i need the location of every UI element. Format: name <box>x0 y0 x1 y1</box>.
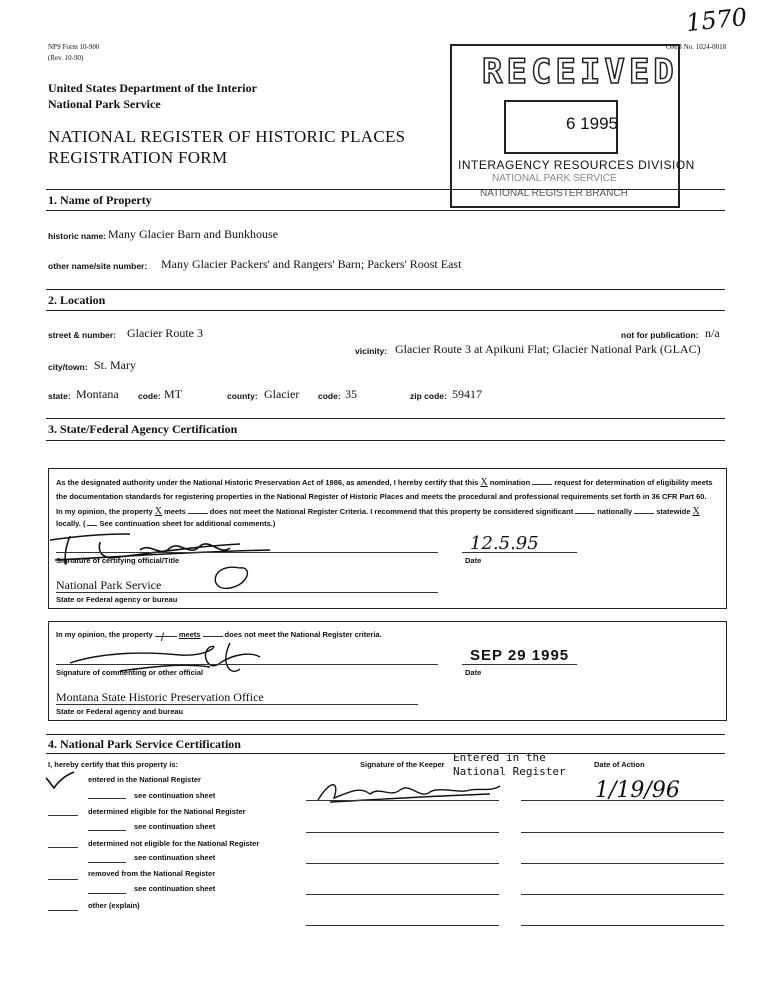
state-label: state: <box>48 391 71 401</box>
item-eligible-label: determined eligible for the National Register <box>88 807 246 816</box>
item-removed-blank <box>48 879 78 880</box>
county-code-value: 35 <box>345 387 357 401</box>
state-code-label: code: <box>138 391 161 401</box>
nfp-label: not for publication: <box>621 330 699 340</box>
action-date-value: 1/19/96 <box>595 778 680 803</box>
action-date-label: Date of Action <box>594 760 645 769</box>
cert-date-value: 12.5.95 <box>470 533 539 554</box>
cert-agency-label: State or Federal agency or bureau <box>56 595 178 604</box>
cert-date-line <box>462 552 577 553</box>
cert-locally-check: X <box>692 506 700 517</box>
zip-value: 59417 <box>452 387 482 401</box>
omb-number: OMB No. 1024-0018 <box>666 43 727 51</box>
street-label: street & number: <box>48 330 117 340</box>
street-value: Glacier Route 3 <box>127 326 203 340</box>
county-code-label: code: <box>318 391 341 401</box>
item-entered-label: entered in the National Register <box>88 775 201 784</box>
cert-line3: In my opinion, the property X meets does not meet the National Register Criteria. I recommend that this property be considered significant nationally statewide X <box>56 506 700 517</box>
section3-heading: 3. State/Federal Agency Certification <box>48 422 238 436</box>
department: United States Department of the Interior <box>48 81 257 95</box>
opinion-signature-label: Signature of commenting or other official <box>56 668 204 677</box>
opinion-date-label: Date <box>465 668 482 677</box>
section1-rule <box>46 189 725 190</box>
other-name-label: other name/site number: <box>48 261 148 271</box>
historic-name-label: historic name: <box>48 231 107 241</box>
corner-number: 1570 <box>684 2 749 38</box>
cert-agency-line <box>56 592 438 593</box>
item-eligible-blank <box>48 815 78 816</box>
item-removed-sub: see continuation sheet <box>134 884 216 893</box>
form-number: NPS Form 10-900 <box>48 43 100 51</box>
date-line-5 <box>521 925 724 926</box>
form-title-line2: REGISTRATION FORM <box>48 148 228 167</box>
keeper-line-3 <box>306 863 499 864</box>
item-other-blank <box>48 910 78 911</box>
cert-signature-line <box>56 552 438 553</box>
section3-rule <box>46 418 725 419</box>
vicinity-value: Glacier Route 3 at Apikuni Flat; Glacier National Park (GLAC) <box>395 342 701 356</box>
opinion-agency-value: Montana State Historic Preservation Office <box>56 690 264 704</box>
item-not-eligible-label: determined not eligible for the National Register <box>88 839 260 848</box>
stamp-received-text: RECEIVED <box>482 52 678 92</box>
keeper-label: Signature of the Keeper <box>360 760 445 769</box>
entered-stamp-line1: Entered in the <box>453 751 546 764</box>
section2-rule <box>46 289 725 290</box>
date-line-4 <box>521 894 724 895</box>
keeper-line-5 <box>306 925 499 926</box>
zip-label: zip code: <box>410 391 447 401</box>
keeper-line-2 <box>306 832 499 833</box>
date-line-3 <box>521 863 724 864</box>
opinion-agency-label: State or Federal agency and bureau <box>56 707 184 716</box>
cert-agency-value: National Park Service <box>56 578 162 592</box>
cert-line2: the documentation standards for registering properties in the National Register of Historic Places and meets the procedural and professional requirements set forth in 36 CFR Part 60. <box>56 492 707 501</box>
form-title-line1: NATIONAL REGISTER OF HISTORIC PLACES <box>48 127 406 146</box>
section2-rule-bottom <box>46 310 725 311</box>
item-entered-sub: see continuation sheet <box>134 791 216 800</box>
other-name-value: Many Glacier Packers' and Rangers' Barn; Packers' Roost East <box>161 257 462 271</box>
state-value: Montana <box>76 387 119 401</box>
opinion-line1: In my opinion, the property / meets does not meet the National Register criteria. <box>56 630 382 644</box>
cert-meets-check: X <box>154 506 162 517</box>
section3-rule-bottom <box>46 440 725 441</box>
keeper-line-4 <box>306 894 499 895</box>
form-revision: (Rev. 10-90) <box>48 54 84 62</box>
section1-rule-bottom <box>46 210 725 211</box>
section1-heading: 1. Name of Property <box>48 193 152 207</box>
section2-heading: 2. Location <box>48 293 106 307</box>
item-removed-label: removed from the National Register <box>88 869 216 878</box>
item-removed-sub-blank <box>88 893 126 894</box>
section4-rule-bottom <box>46 753 725 754</box>
entered-stamp-line2: National Register <box>453 765 566 778</box>
stamp-division: INTERAGENCY RESOURCES DIVISION <box>458 158 695 172</box>
item-not-eligible-sub-blank <box>88 862 126 863</box>
opinion-signature-line <box>56 664 438 665</box>
cert-nomination-check: X <box>480 477 488 488</box>
cert-date-label: Date <box>465 556 482 565</box>
city-label: city/town: <box>48 362 88 372</box>
opinion-agency-line <box>56 704 418 705</box>
historic-name-value: Many Glacier Barn and Bunkhouse <box>108 227 278 241</box>
stamp-branch: NATIONAL REGISTER BRANCH <box>480 188 628 199</box>
cert-signature-label: Signature of certifying official/Title <box>56 556 180 565</box>
state-code-value: MT <box>164 387 182 401</box>
item-eligible-sub: see continuation sheet <box>134 822 216 831</box>
city-value: St. Mary <box>94 358 136 372</box>
county-value: Glacier <box>264 387 300 401</box>
cert-line4: locally. ( See continuation sheet for additional comments.) <box>56 519 276 528</box>
section4-heading: 4. National Park Service Certification <box>48 737 241 751</box>
vicinity-label: vicinity: <box>355 346 388 356</box>
item-not-eligible-blank <box>48 847 78 848</box>
section4-rule <box>46 734 725 735</box>
date-line-1 <box>521 800 724 801</box>
keeper-line-1 <box>306 800 499 801</box>
section4-intro: I, hereby certify that this property is: <box>48 760 179 769</box>
service: National Park Service <box>48 97 161 111</box>
cert-line1: As the designated authority under the National Historic Preservation Act of 1986, as amended, I hereby certify that this X nomination request for determination of eligibility meets <box>56 477 713 488</box>
item-eligible-sub-blank <box>88 830 126 831</box>
stamp-date: 6 1995 <box>566 114 618 133</box>
entered-check-icon <box>44 770 76 790</box>
item-not-eligible-sub: see continuation sheet <box>134 853 216 862</box>
stamp-service: NATIONAL PARK SERVICE <box>492 173 617 184</box>
date-line-2 <box>521 832 724 833</box>
item-other-label: other (explain) <box>88 901 140 910</box>
opinion-date-value: SEP 29 1995 <box>470 647 570 664</box>
county-label: county: <box>227 391 258 401</box>
keeper-signature <box>310 772 510 812</box>
item-entered-sub-blank <box>88 798 126 799</box>
opinion-date-line <box>462 664 577 665</box>
received-stamp <box>450 44 695 208</box>
nfp-value: n/a <box>705 326 720 340</box>
